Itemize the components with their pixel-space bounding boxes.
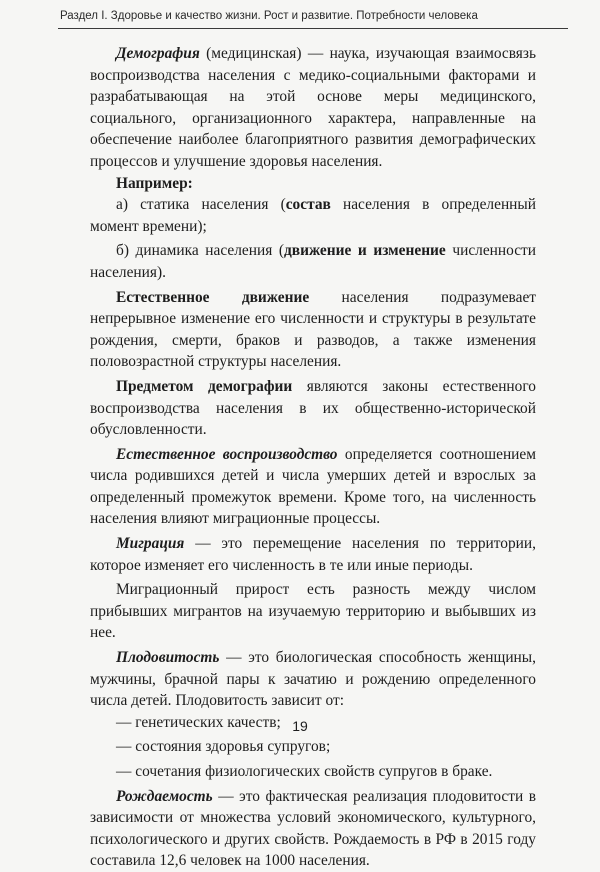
heading-example: Например:	[116, 174, 193, 192]
text-natural-movement: населения подразумевает непрерывное изменение его численности и структуры в результате рождения, смерти, браков и разводов, а также изменения половозрастной структуры населения.	[90, 288, 537, 371]
term-demography: Демография	[116, 45, 200, 62]
paragraph-dynamics	[90, 240, 536, 283]
text-statics-pre: а) статика населения (	[116, 196, 286, 214]
term-birth-rate: Рождаемость	[116, 787, 213, 805]
text-fertility: — это биологическая способность женщины, мужчины, брачной пары к зачатию и рождению определенного числа детей. Плодовитость зависит от:	[90, 649, 536, 710]
term-subject: Предметом демографии	[116, 377, 293, 395]
running-header: Раздел I. Здоровье и качество жизни. Рост и развитие. Потребности человека	[60, 10, 478, 22]
term-movement-change: движение и изменение	[284, 242, 446, 260]
text-dynamics-pre: б) динамика населения (	[116, 242, 284, 260]
list-item: — состояния здоровья супругов;	[116, 738, 331, 756]
paragraph-reproduction	[90, 444, 536, 530]
list-item: — сочетания физиологических свойств супругов в браке.	[116, 763, 493, 780]
paragraph-birth-rate	[90, 786, 536, 872]
paragraph-subject	[90, 376, 536, 441]
page-number: 19	[292, 718, 308, 734]
text-birth-rate: — это фактическая реализация плодовитости в зависимости от множества условий экономического, культурного, психологического и других свойств. Рождаемость в РФ в 2015 году составила 12,6 человек на 1000 населения.	[90, 787, 536, 870]
term-composition: состав	[285, 196, 331, 214]
text-migration: — это перемещение населения по территории, которое изменяет его численность в те или иные периоды.	[90, 535, 536, 574]
header-divider	[58, 28, 568, 29]
text-statics-post: населения в определенный момент времени);	[90, 196, 536, 235]
paragraph-natural-movement	[90, 287, 536, 373]
term-reproduction: Естественное воспроизводство	[116, 445, 338, 463]
paragraph-migration	[90, 533, 536, 576]
term-fertility: Плодовитость	[116, 649, 220, 667]
paragraph-fertility	[90, 647, 536, 712]
text-subject: являются законы естественного воспроизводства населения в их общественно-исторической обусловленности.	[90, 377, 536, 439]
text-dynamics-post: численности населения).	[90, 242, 537, 281]
paragraph-statics	[90, 194, 536, 237]
paragraph-demography	[90, 43, 536, 173]
paragraph-migration-growth: Миграционный прирост есть разность между числом прибывших мигрантов на изучаемую территорию и выбывших из нее.	[90, 581, 536, 642]
term-natural-movement: Естественное движение	[116, 288, 310, 306]
term-migration: Миграция	[116, 535, 185, 553]
text-demography: (медицинская) — наука, изучающая взаимосвязь воспроизводства населения с медико-социальными факторами и разрабатывающая на этой основе меры медицинского, социального, организационного характера, направленные на обеспечение наиболее благоприятного развития демографических процессов и улучшение здоровья населения.	[90, 45, 536, 170]
text-reproduction: определяется соотношением числа родившихся детей и числа умерших детей и взрослых за определенный промежуток времени. Кроме того, на численность населения влияют миграционные процессы.	[90, 445, 536, 528]
page-body	[90, 43, 536, 872]
list-item: — генетических качеств;	[116, 713, 281, 731]
